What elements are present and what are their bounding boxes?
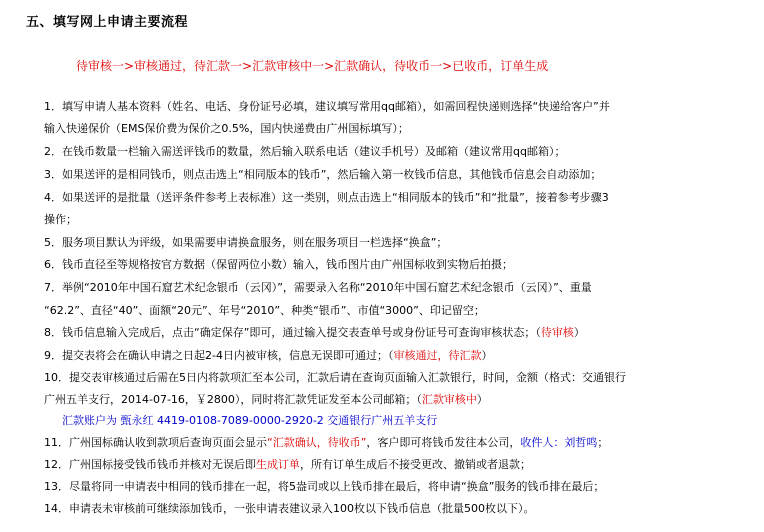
status-payment-confirmed: “汇款确认，待收币” — [267, 436, 367, 449]
process-flow: 待审核一>审核通过，待汇款一>汇款审核中一>汇款确认，待收币一>已收币，订单生成 — [76, 59, 549, 73]
step-4-line-1: 4．如果送评的是批量（送评条件参考上表标准）这一类别，则点击选上“相同版本的钱币”和“批量”，接着参考步骤3 — [44, 191, 609, 204]
step-11-text: 11．广州国标确认收到款项后查询页面会显示 — [44, 436, 267, 449]
step-11 — [44, 434, 608, 450]
step-8-end: ） — [573, 326, 585, 339]
section-title: 五、填写网上申请主要流程 — [26, 15, 189, 30]
step-9-text: 9．提交表将会在确认申请之日起2-4日内被审核，信息无误即可通过；（ — [44, 349, 394, 362]
step-2: 2．在钱币数量一栏输入需送评钱币的数量，然后输入联系电话（建议手机号）及邮箱（建议常用qq邮箱）； — [44, 145, 566, 158]
step-11-mid: ，客户即可将钱币发往本公司， — [366, 436, 521, 449]
status-order-generated: 生成订单 — [256, 458, 300, 471]
step-12 — [44, 456, 531, 472]
step-13: 13．尽量将同一申请表中相同的钱币排在一起，将5盎司或以上钱币排在最后，将申请“换盒”服务的钱币排在最后； — [44, 480, 605, 493]
status-approved-awaiting-payment: 审核通过，待汇款 — [393, 349, 482, 362]
step-12-text: 12．广州国标接受钱币钱币并核对无误后即 — [44, 458, 256, 471]
status-pending-review: 待审核 — [540, 326, 574, 339]
recipient-name: 收件人：刘哲鸣 — [520, 436, 598, 449]
step-1-line-1: 1．填写申请人基本资料（姓名、电话、身份证号必填，建议填写常用qq邮箱），如需回程快递则选择“快递给客户”并 — [44, 100, 610, 113]
step-6: 6．钱币直径至等规格按官方数据（保留两位小数）输入，钱币图片由广州国标收到实物后拍摄； — [44, 258, 513, 271]
step-4-line-2: 操作； — [44, 213, 77, 226]
step-10-line-2 — [44, 391, 488, 407]
step-7-line-2: “62.2”、直径“40”、面额“20元”、年号“2010”、种类“银币”、市值“3000”、印记留空； — [44, 304, 485, 317]
step-3: 3．如果送评的是相同钱币，则点击选上“相同版本的钱币”，然后输入第一枚钱币信息，其他钱币信息会自动添加； — [44, 168, 602, 181]
step-9-end: ） — [481, 349, 493, 362]
step-8-text: 8．钱币信息输入完成后，点击“确定保存”即可，通过输入提交表查单号或身份证号可查询审核状态；（ — [44, 326, 541, 339]
step-9 — [44, 347, 492, 363]
step-1-line-2: 输入快递保价（EMS保价费为保价之0.5%，国内快递费由广州国标填写）； — [44, 122, 409, 135]
step-7-line-1: 7．举例“2010年中国石窟艺术纪念银币（云冈）”，需要录入名称“2010年中国石窟艺术纪念银币（云冈）”、重量 — [44, 281, 592, 294]
step-10-end: ） — [476, 393, 488, 406]
bank-account-info: 汇款账户为 甄永红 4419-0108-7089-0000-2920-2 交通银行广州五羊支行 — [62, 414, 438, 427]
step-12-end: ，所有订单生成后不接受更改、撤销或者退款； — [300, 458, 531, 471]
step-8 — [44, 324, 585, 340]
status-payment-review: 汇款审核中 — [421, 393, 477, 406]
step-5: 5．服务项目默认为评级，如果需要申请换盒服务，则在服务项目一栏选择“换盒”； — [44, 236, 448, 249]
step-11-end: ； — [597, 436, 609, 449]
step-10-text: 广州五羊支行，2014-07-16，￥2800），同时将汇款凭证发至本公司邮箱；（ — [44, 393, 422, 406]
step-14: 14．申请表未审核前可继续添加钱币，一张申请表建议录入100枚以下钱币信息（批量500枚以下）。 — [44, 502, 535, 515]
step-10-line-1: 10．提交表审核通过后需在5日内将款项汇至本公司，汇款后请在查询页面输入汇款银行，时间，金额（格式：交通银行 — [44, 371, 626, 384]
